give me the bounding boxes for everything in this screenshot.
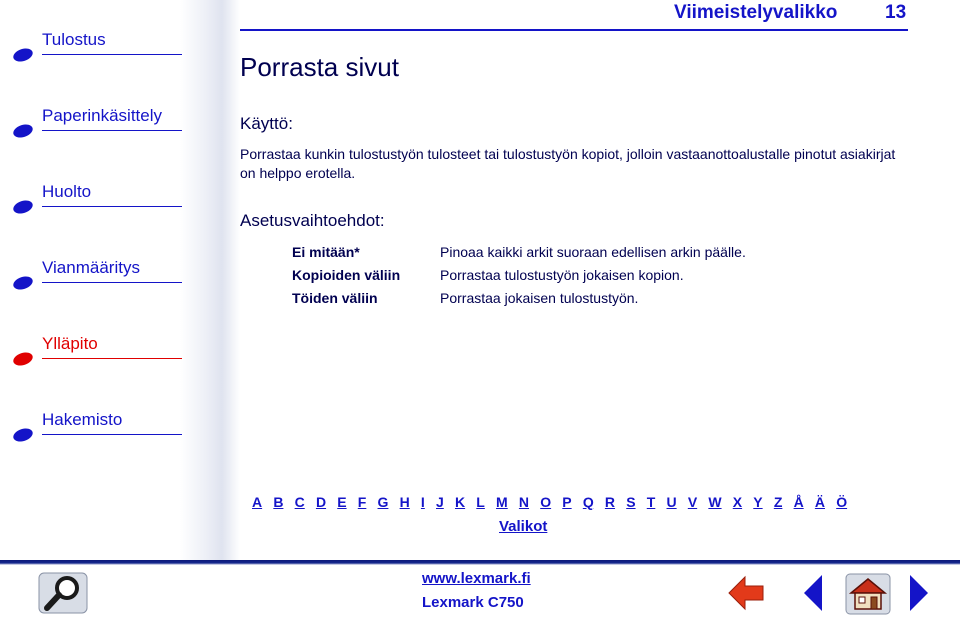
index-letter-link[interactable]: X xyxy=(732,494,743,510)
back-arrow-icon[interactable] xyxy=(727,575,765,611)
option-row xyxy=(292,267,892,290)
sidebar-item-label: Vianmääritys xyxy=(42,258,140,277)
option-row xyxy=(292,244,892,267)
index-letter-link[interactable]: J xyxy=(436,494,444,510)
option-name: Ei mitään* xyxy=(292,244,360,260)
option-description: Porrastaa jokaisen tulostustyön. xyxy=(440,290,639,306)
index-letter-link[interactable]: H xyxy=(399,494,410,510)
index-letter-link[interactable]: O xyxy=(540,494,552,510)
index-letter-link[interactable]: S xyxy=(626,494,636,510)
sidebar-item-underline xyxy=(42,54,182,55)
index-letter-link[interactable]: Ä xyxy=(814,494,825,510)
usage-text: Porrastaa kunkin tulostustyön tulosteet tai tulostustyön kopiot, jolloin vastaanottoalustalle pinotut asiakirjat on helppo erotella. xyxy=(240,146,896,181)
index-letter-link[interactable]: W xyxy=(708,494,722,510)
alphabet-index xyxy=(252,494,858,512)
option-row xyxy=(292,290,892,313)
options-heading: Asetusvaihtoehdot: xyxy=(240,211,385,230)
index-letter-link[interactable]: Å xyxy=(793,494,804,510)
sidebar-item-label: Hakemisto xyxy=(42,410,123,429)
index-letter-link[interactable]: U xyxy=(666,494,677,510)
options-table xyxy=(292,244,892,313)
sidebar-item-label: Huolto xyxy=(42,182,92,201)
index-letter-link[interactable]: F xyxy=(357,494,367,510)
index-letter-link[interactable]: L xyxy=(476,494,485,510)
sidebar-item-6[interactable] xyxy=(12,410,182,450)
website-link[interactable]: www.lexmark.fi xyxy=(422,570,531,587)
index-letter-link[interactable]: K xyxy=(454,494,466,510)
index-letter-link[interactable]: B xyxy=(273,494,284,510)
index-letter-link[interactable]: G xyxy=(377,494,389,510)
sidebar-item-underline xyxy=(42,434,182,435)
index-letter-link[interactable]: Q xyxy=(582,494,594,510)
sidebar-item-label: Paperinkäsittely xyxy=(42,106,163,125)
bullet-icon xyxy=(12,276,34,290)
menus-link[interactable]: Valikot xyxy=(499,518,548,535)
sidebar-item-1[interactable] xyxy=(12,30,182,70)
index-letter-link[interactable]: P xyxy=(562,494,572,510)
index-letter-link[interactable]: D xyxy=(315,494,327,510)
sidebar-item-4[interactable] xyxy=(12,258,182,298)
option-name: Kopioiden väliin xyxy=(292,267,401,283)
sidebar-item-label: Tulostus xyxy=(42,30,106,49)
bullet-icon xyxy=(12,200,34,214)
header-divider xyxy=(240,29,908,31)
sidebar-item-underline xyxy=(42,130,182,131)
index-letter-link[interactable]: N xyxy=(518,494,530,510)
bullet-icon xyxy=(12,352,34,366)
index-letter-link[interactable]: V xyxy=(687,494,698,510)
sidebar-item-underline xyxy=(42,282,182,283)
index-letter-link[interactable]: Z xyxy=(773,494,783,510)
next-page-icon[interactable] xyxy=(908,574,930,612)
index-letter-link[interactable]: R xyxy=(604,494,616,510)
sidebar-item-underline xyxy=(42,206,182,207)
usage-heading: Käyttö: xyxy=(240,114,293,133)
product-name: Lexmark C750 xyxy=(422,594,524,611)
index-letter-link[interactable]: E xyxy=(337,494,347,510)
index-letter-link[interactable]: C xyxy=(294,494,305,510)
index-letter-link[interactable]: T xyxy=(646,494,656,510)
sidebar-item-3[interactable] xyxy=(12,182,182,222)
index-letter-link[interactable]: Ö xyxy=(836,494,848,510)
search-icon[interactable] xyxy=(38,572,88,614)
index-letter-link[interactable]: M xyxy=(496,494,508,510)
home-icon[interactable] xyxy=(845,573,891,615)
sidebar-item-label: Ylläpito xyxy=(42,334,98,353)
sidebar-item-underline xyxy=(42,358,182,359)
option-name: Töiden väliin xyxy=(292,290,378,306)
previous-page-icon[interactable] xyxy=(802,574,824,612)
page-title: Porrasta sivut xyxy=(240,52,399,82)
bullet-icon xyxy=(12,124,34,138)
page-number: 13 xyxy=(885,2,907,23)
option-description: Porrastaa tulostustyön jokaisen kopion. xyxy=(440,267,684,283)
bullet-icon xyxy=(12,48,34,62)
section-title: Viimeistelyvalikko xyxy=(674,2,838,23)
index-letter-link[interactable]: Y xyxy=(753,494,763,510)
index-letter-link[interactable]: A xyxy=(252,494,263,510)
option-description: Pinoaa kaikki arkit suoraan edellisen arkin päälle. xyxy=(440,244,746,260)
index-letter-link[interactable]: I xyxy=(420,494,425,510)
sidebar-item-2[interactable] xyxy=(12,106,182,146)
sidebar-item-5[interactable] xyxy=(12,334,182,374)
bullet-icon xyxy=(12,428,34,442)
